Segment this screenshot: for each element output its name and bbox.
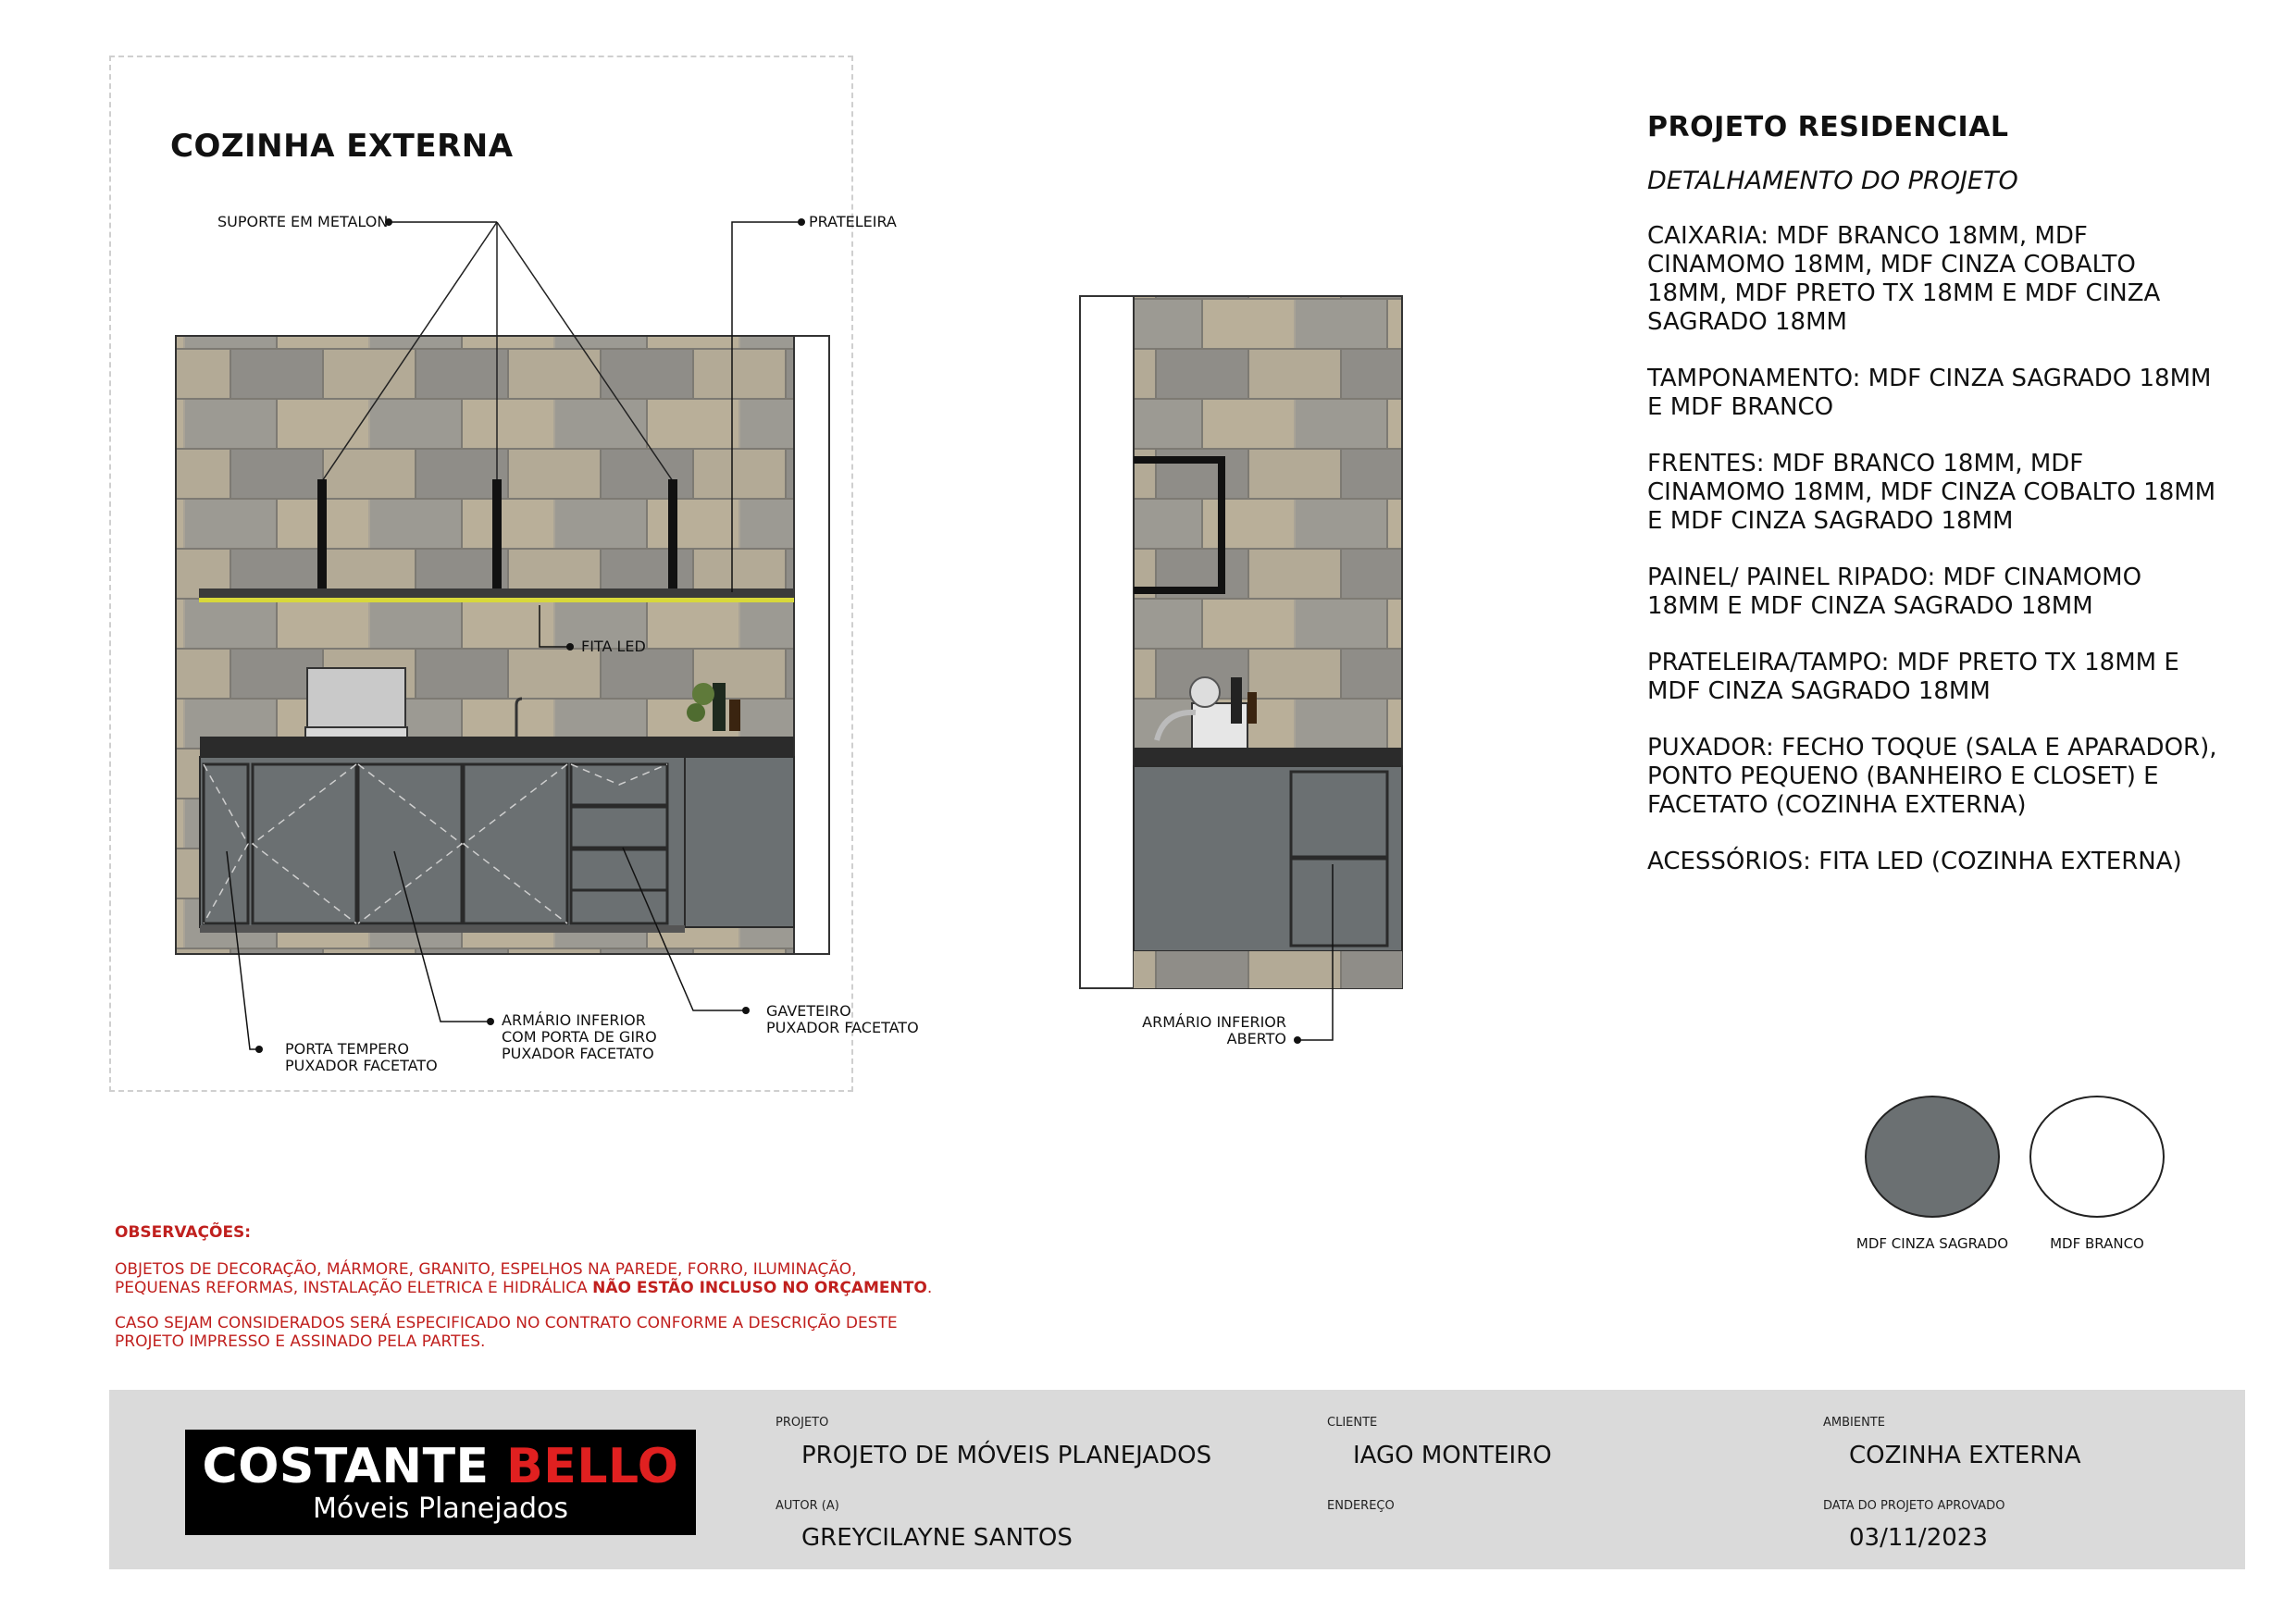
- logo-text-a: COSTANTE: [202, 1439, 507, 1494]
- spec-frentes: FRENTES: MDF BRANCO 18MM, MDF CINAMOMO 18MM, MDF CINZA COBALTO 18MM E MDF CINZA SAGRADO 18MM: [1647, 450, 2216, 535]
- front-elevation: [176, 222, 829, 954]
- swatch-label-branco: MDF BRANCO: [2050, 1235, 2144, 1252]
- logo-text-b: BELLO: [506, 1439, 679, 1494]
- observations: [115, 1223, 948, 1368]
- swatch-branco: [2029, 1096, 2165, 1218]
- spec-prateleira: PRATELEIRA/TAMPO: MDF PRETO TX 18MM E MDF CINZA SAGRADO 18MM: [1647, 649, 2179, 705]
- callout-suporte: SUPORTE EM METALON: [217, 213, 389, 230]
- spec-tamponamento: TAMPONAMENTO: MDF CINZA SAGRADO 18MM E MDF BRANCO: [1647, 365, 2212, 421]
- elevation-title: COZINHA EXTERNA: [170, 128, 514, 165]
- cliente-value: IAGO MONTEIRO: [1353, 1442, 1552, 1469]
- data-label: DATA DO PROJETO APROVADO: [1823, 1499, 2005, 1513]
- shelf: [199, 588, 794, 598]
- spec-puxador: PUXADOR: FECHO TOQUE (SALA E APARADOR), PONTO PEQUENO (BANHEIRO E CLOSET) E FACETATO (COZINHA EXTERNA): [1647, 734, 2217, 819]
- projeto-label: PROJETO: [776, 1416, 829, 1430]
- projeto-value: PROJETO DE MÓVEIS PLANEJADOS: [801, 1442, 1212, 1469]
- spec-acessorios: ACESSÓRIOS: FITA LED (COZINHA EXTERNA): [1647, 848, 2182, 875]
- callout-prateleira: PRATELEIRA: [809, 213, 897, 230]
- details-title: PROJETO RESIDENCIAL: [1647, 111, 2009, 143]
- observations-note-1: [115, 1260, 948, 1297]
- callout-armario-aberto: ARMÁRIO INFERIOR ABERTO: [1142, 1013, 1286, 1047]
- ambiente-label: AMBIENTE: [1823, 1416, 1885, 1430]
- endereco-label: ENDEREÇO: [1327, 1499, 1395, 1513]
- autor-value: GREYCILAYNE SANTOS: [801, 1524, 1073, 1552]
- spec-painel: PAINEL/ PAINEL RIPADO: MDF CINAMOMO 18MM E MDF CINZA SAGRADO 18MM: [1647, 564, 2142, 620]
- callout-porta-tempero: PORTA TEMPERO PUXADOR FACETATO: [285, 1040, 438, 1074]
- ambiente-value: COZINHA EXTERNA: [1849, 1442, 2081, 1469]
- obs-line-1-bold: NÃO ESTÃO INCLUSO NO ORÇAMENTO: [592, 1279, 927, 1297]
- details-subtitle: DETALHAMENTO DO PROJETO: [1647, 167, 2018, 195]
- swatch-cinza-sagrado: [1865, 1096, 2000, 1218]
- logo-subtitle: Móveis Planejados: [313, 1493, 568, 1525]
- observations-note-2: CASO SEJAM CONSIDERADOS SERÁ ESPECIFICADO NO CONTRATO CONFORME A DESCRIÇÃO DESTE PROJETO IMPRESSO E ASSINADO PELA PARTES.: [115, 1314, 898, 1351]
- callout-fita-led: FITA LED: [581, 638, 646, 655]
- observations-title: OBSERVAÇÕES:: [115, 1223, 252, 1242]
- autor-label: AUTOR (A): [776, 1499, 839, 1513]
- spec-caixaria: CAIXARIA: MDF BRANCO 18MM, MDF CINAMOMO 18MM, MDF CINZA COBALTO 18MM, MDF PRETO TX 18MM E MDF CINZA SAGRADO 18MM: [1647, 222, 2161, 336]
- led-strip: [199, 598, 794, 602]
- obs-line-1b: PEQUENAS REFORMAS, INSTALAÇÃO ELETRICA E HIDRÁLICA: [115, 1279, 593, 1297]
- spec-list: [1647, 222, 2221, 904]
- obs-line-1-end: .: [926, 1279, 933, 1297]
- swatch-label-cinza-sagrado: MDF CINZA SAGRADO: [1855, 1235, 2009, 1252]
- cliente-label: CLIENTE: [1327, 1416, 1378, 1430]
- data-value: 03/11/2023: [1849, 1524, 1988, 1552]
- callout-gaveteiro: GAVETEIRO PUXADOR FACETATO: [766, 1002, 919, 1036]
- callout-armario-inferior: ARMÁRIO INFERIOR COM PORTA DE GIRO PUXADOR FACETATO: [502, 1011, 657, 1062]
- company-logo: [185, 1430, 696, 1535]
- side-elevation: [1080, 296, 1402, 988]
- obs-line-1a: OBJETOS DE DECORAÇÃO, MÁRMORE, GRANITO, ESPELHOS NA PAREDE, FORRO, ILUMINAÇÃO,: [115, 1260, 857, 1279]
